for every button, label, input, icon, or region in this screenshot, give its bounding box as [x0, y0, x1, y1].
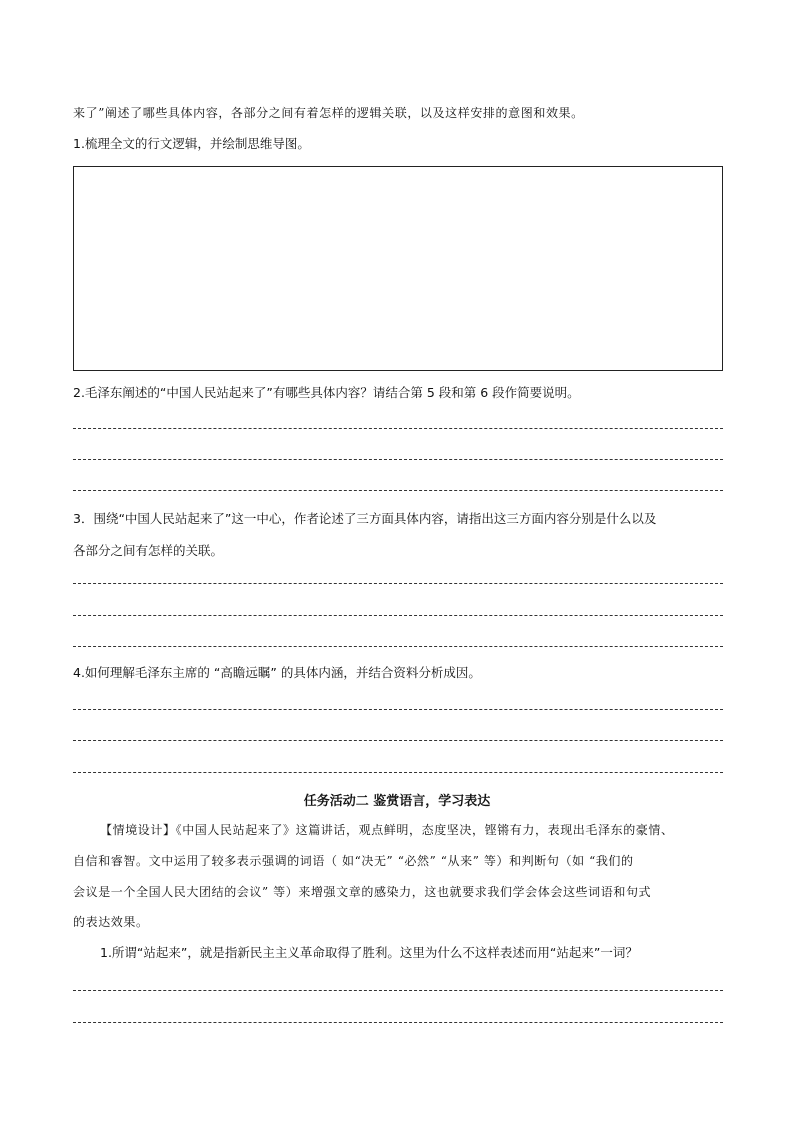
mind-map-answer-box[interactable] [73, 166, 723, 371]
question-2: 2.毛泽东阐述的“中国人民站起来了”有哪些具体内容？请结合第 5 段和第 6 段作简要说明。 [73, 385, 580, 400]
question-3-line-1: 3．围绕“中国人民站起来了”这一中心，作者论述了三方面具体内容，请指出这三方面内容分别是什么以及 [73, 511, 657, 526]
answer-line[interactable] [73, 428, 723, 429]
question-4: 4.如何理解毛泽东主席的 “高瞻远瞩” 的具体内涵，并结合资料分析成因。 [73, 665, 481, 680]
answer-line[interactable] [73, 772, 723, 773]
question-3-line-2: 各部分之间有怎样的关联。 [73, 543, 224, 558]
answer-line[interactable] [73, 709, 723, 710]
answer-line[interactable] [73, 646, 723, 647]
intro-continuation: 来了”阐述了哪些具体内容，各部分之间有着怎样的逻辑关联，以及这样安排的意图和效果。 [73, 106, 584, 120]
answer-line[interactable] [73, 1022, 723, 1023]
answer-line[interactable] [73, 583, 723, 584]
scenario-text-line-3: 会议是一个全国人民大团结的会议” 等）来增强文章的感染力，这也就要求我们学会体会这些词语和句式 [73, 885, 652, 899]
answer-line[interactable] [73, 740, 723, 741]
answer-line[interactable] [73, 615, 723, 616]
answer-line[interactable] [73, 990, 723, 991]
answer-line[interactable] [73, 459, 723, 460]
scenario-text-line-4: 的表达效果。 [73, 915, 149, 929]
task-2-question-1: 1.所谓“站起来”，就是指新民主主义革命取得了胜利。这里为什么不这样表述而用“站起来”一词？ [100, 945, 638, 960]
scenario-text-line-1: 【情境设计】《中国人民站起来了》这篇讲话，观点鲜明，态度坚决，铿锵有力，表现出毛泽东的豪情、 [100, 823, 674, 837]
section-heading: 任务活动二 鉴赏语言，学习表达 [303, 794, 491, 809]
answer-line[interactable] [73, 490, 723, 491]
scenario-text-line-2: 自信和睿智。文中运用了较多表示强调的词语（ 如“决无” “必然” “从来” 等）和判断句（如 “我们的 [73, 854, 634, 868]
question-1: 1.梳理全文的行文逻辑，并绘制思维导图。 [73, 136, 310, 151]
